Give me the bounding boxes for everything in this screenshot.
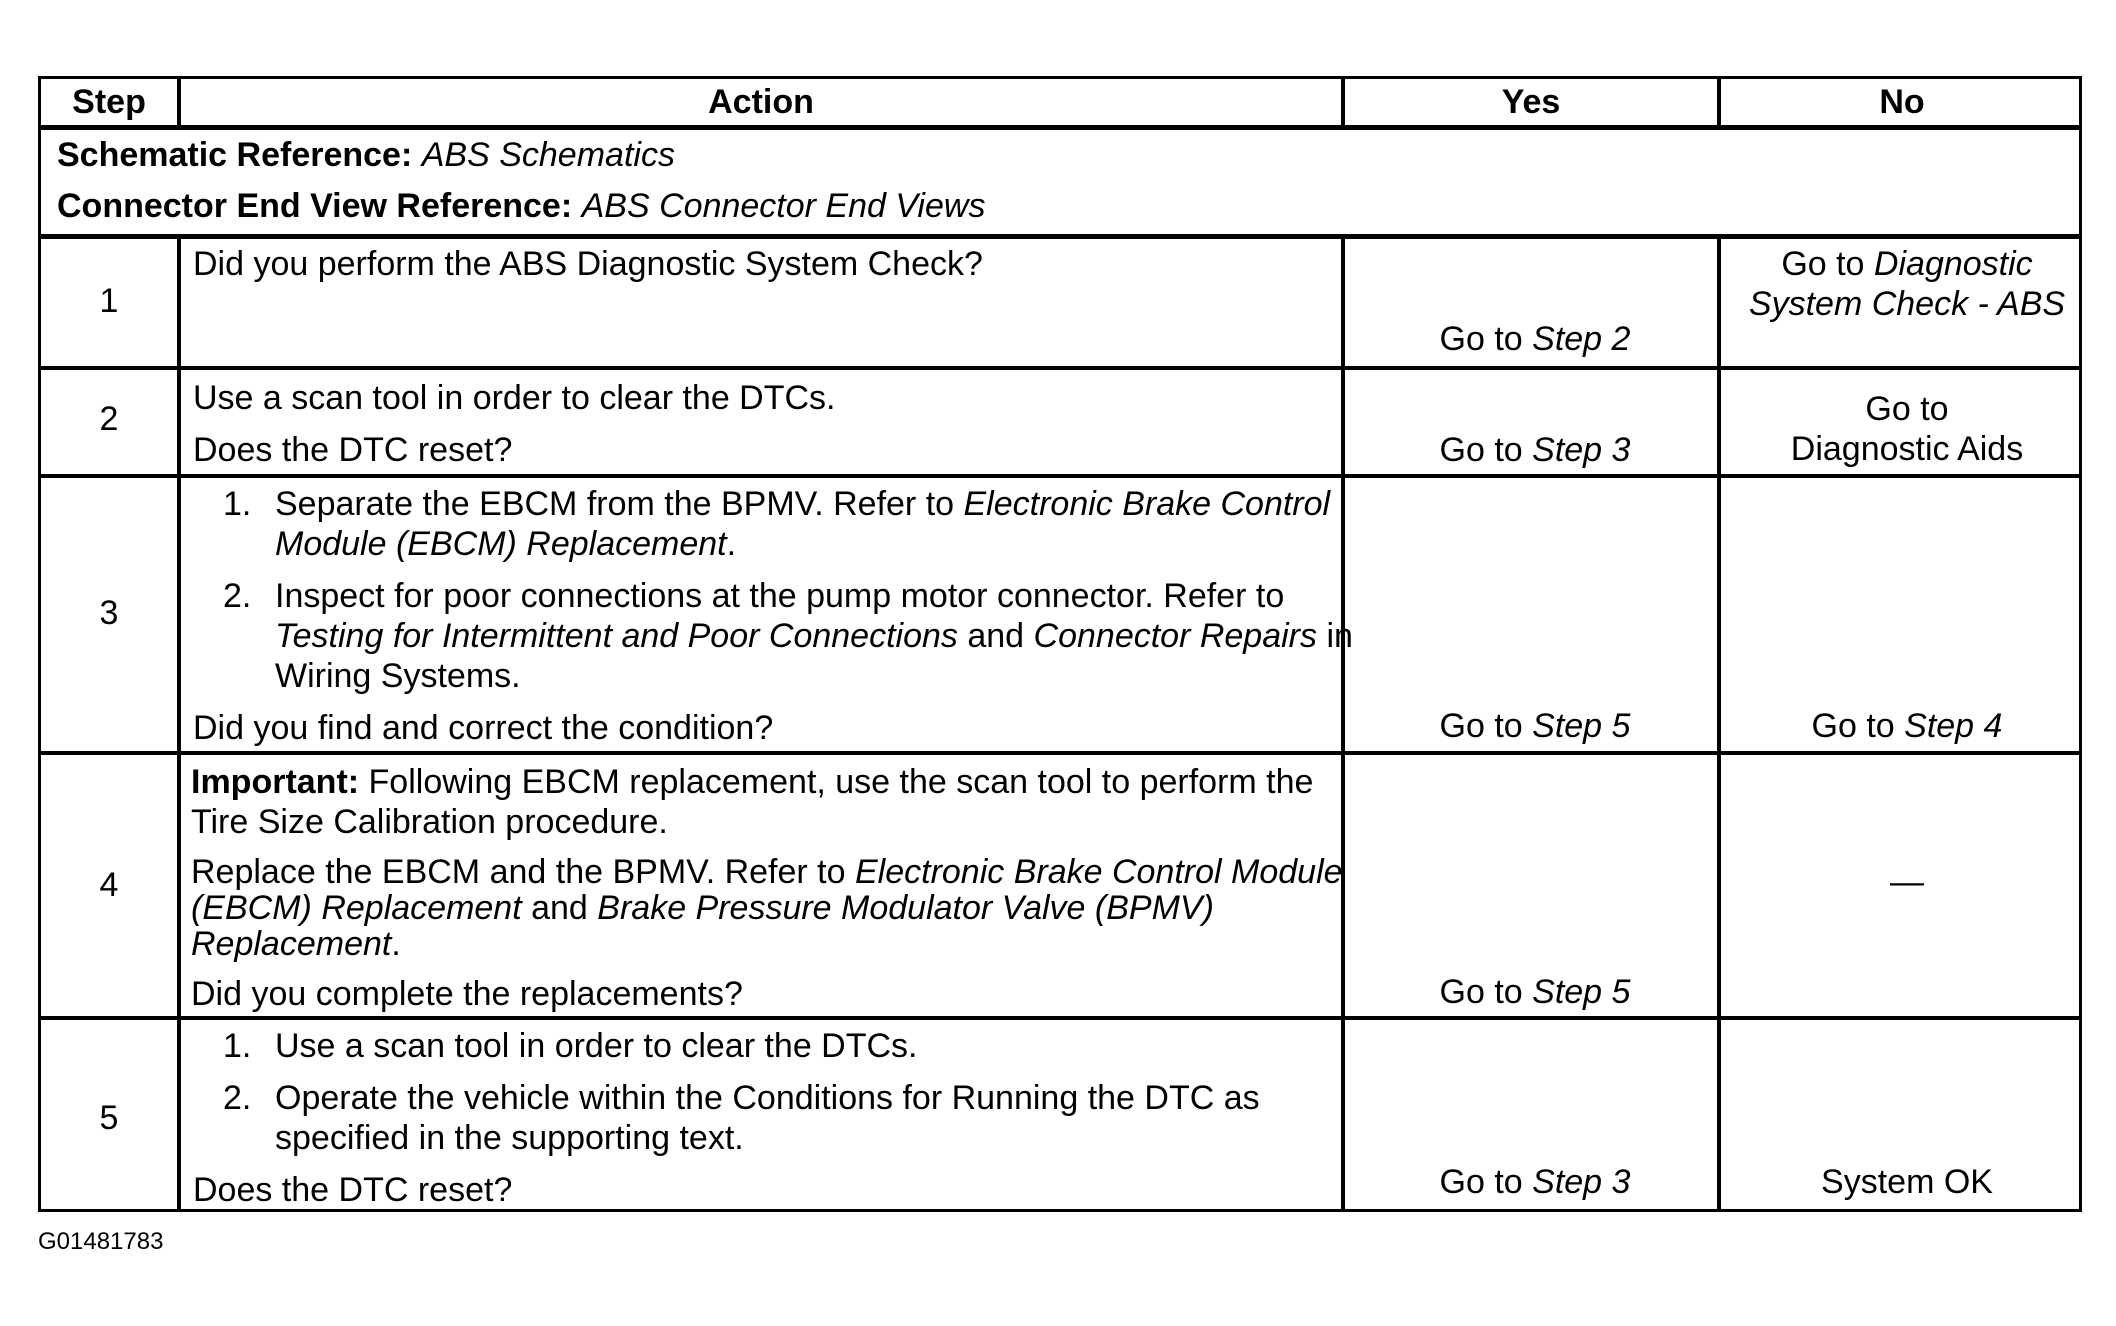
go-to-text: Go to xyxy=(1439,1163,1533,1201)
rule-references xyxy=(41,234,2079,239)
step-number: 3 xyxy=(99,594,119,632)
schematic-reference-link[interactable]: ABS Schematics xyxy=(421,136,675,174)
connector-repairs-link[interactable]: Connector Repairs xyxy=(1033,617,1318,655)
intermittent-connections-link[interactable]: Testing for Intermittent and Poor Connections xyxy=(275,617,958,655)
header-action: Action xyxy=(708,83,814,121)
step-link[interactable]: Step 3 xyxy=(1532,1163,1631,1201)
ebcm-replacement-link[interactable]: Electronic Brake Control Module (EBCM) Replacement xyxy=(275,485,1331,563)
step-link[interactable]: Step 3 xyxy=(1532,431,1631,469)
step2-instruction: Use a scan tool in order to clear the DTCs. xyxy=(193,379,836,417)
step2-yes xyxy=(1345,430,1725,470)
list-text: . xyxy=(726,525,737,563)
step-link[interactable]: Step 5 xyxy=(1532,707,1631,745)
important-text: Following EBCM replacement, use the scan tool to perform the Tire Size Calibration procedure. xyxy=(191,763,1314,841)
list-item xyxy=(193,576,1353,696)
list-number: 1. xyxy=(223,485,252,523)
step-number: 1 xyxy=(99,282,119,320)
list-text: in Wiring Systems. xyxy=(275,617,1353,695)
header-step: Step xyxy=(72,83,146,121)
step-number: 5 xyxy=(99,1099,119,1137)
header-yes: Yes xyxy=(1501,83,1561,121)
go-to-text: Go to xyxy=(1439,707,1533,745)
step5-no: System OK xyxy=(1821,1163,1993,1201)
schematic-reference xyxy=(57,135,675,175)
go-to-text: Go to xyxy=(1439,973,1533,1011)
list-text: Separate the EBCM from the BPMV. Refer to xyxy=(275,485,964,523)
step-link[interactable]: Step 2 xyxy=(1532,320,1631,358)
diagnostic-aids-link[interactable]: Diagnostic Aids xyxy=(1790,430,2024,468)
step2-question: Does the DTC reset? xyxy=(193,431,513,469)
step5-action xyxy=(193,1026,1353,1222)
go-to-text: Go to xyxy=(1439,320,1533,358)
important-label: Important: xyxy=(191,763,360,801)
list-item xyxy=(193,484,1353,564)
list-text: Operate the vehicle within the Conditions for Running the DTC as specified in the supporting text. xyxy=(275,1079,1260,1157)
bpmv-replacement-link[interactable]: Brake Pressure Modulator Valve (BPMV) Replacement xyxy=(191,889,1214,963)
step4-no: — xyxy=(1890,863,1924,901)
go-to-text: Go to xyxy=(1439,431,1533,469)
step-link[interactable]: Step 5 xyxy=(1532,973,1631,1011)
step-link[interactable]: Step 4 xyxy=(1904,707,2003,745)
go-to-text: Go to xyxy=(1811,707,1905,745)
diagnostic-link[interactable]: Diagnostic xyxy=(1873,245,2033,283)
step1-action xyxy=(193,244,1353,296)
step4-question: Did you complete the replacements? xyxy=(191,975,743,1013)
ebcm-replacement-link[interactable]: Electronic Brake Control Module (EBCM) Replacement xyxy=(191,853,1343,927)
connector-reference-label: Connector End View Reference: xyxy=(57,187,573,225)
connector-reference xyxy=(57,186,985,226)
step3-question: Did you find and correct the condition? xyxy=(193,709,774,747)
diagnostic-table xyxy=(38,76,2082,1212)
connector-reference-link[interactable]: ABS Connector End Views xyxy=(581,187,986,225)
step4-action xyxy=(191,762,1351,1026)
step5-yes xyxy=(1345,1162,1725,1202)
list-text: and xyxy=(957,617,1034,655)
step3-action xyxy=(193,484,1353,760)
replace-text: . xyxy=(391,925,401,963)
step3-yes xyxy=(1345,706,1725,746)
list-item xyxy=(193,1078,1353,1158)
step4-yes xyxy=(1345,972,1725,1012)
go-to-text: Go to xyxy=(1781,245,1874,283)
step5-question: Does the DTC reset? xyxy=(193,1171,513,1209)
replace-text: Replace the EBCM and the BPMV. Refer to xyxy=(191,853,855,891)
replace-instruction xyxy=(191,854,1351,962)
step-number: 2 xyxy=(99,400,119,438)
step3-no xyxy=(1729,706,2085,746)
step1-yes xyxy=(1345,319,1725,359)
go-to-text: Go to xyxy=(1865,390,1949,428)
list-text: Use a scan tool in order to clear the DTCs. xyxy=(275,1027,918,1065)
list-text: Inspect for poor connections at the pump motor connector. Refer to xyxy=(275,577,1285,615)
step1-question: Did you perform the ABS Diagnostic System Check? xyxy=(193,245,983,283)
list-number: 1. xyxy=(223,1027,252,1065)
rule-col-step-body xyxy=(177,234,181,1209)
step2-no xyxy=(1729,389,2085,469)
header-no: No xyxy=(1879,83,1925,121)
replace-text: and xyxy=(521,889,598,927)
step-number: 4 xyxy=(99,866,119,904)
schematic-reference-label: Schematic Reference: xyxy=(57,136,413,174)
list-number: 2. xyxy=(223,577,252,615)
step1-no xyxy=(1729,244,2085,324)
step2-action xyxy=(193,378,1353,482)
important-note xyxy=(191,762,1351,842)
list-item xyxy=(193,1026,1353,1066)
rule-header xyxy=(41,125,2079,130)
system-check-link[interactable]: System Check - ABS xyxy=(1748,285,2066,323)
list-number: 2. xyxy=(223,1079,252,1117)
figure-id: G01481783 xyxy=(38,1228,164,1255)
rule-step1 xyxy=(41,366,2079,370)
